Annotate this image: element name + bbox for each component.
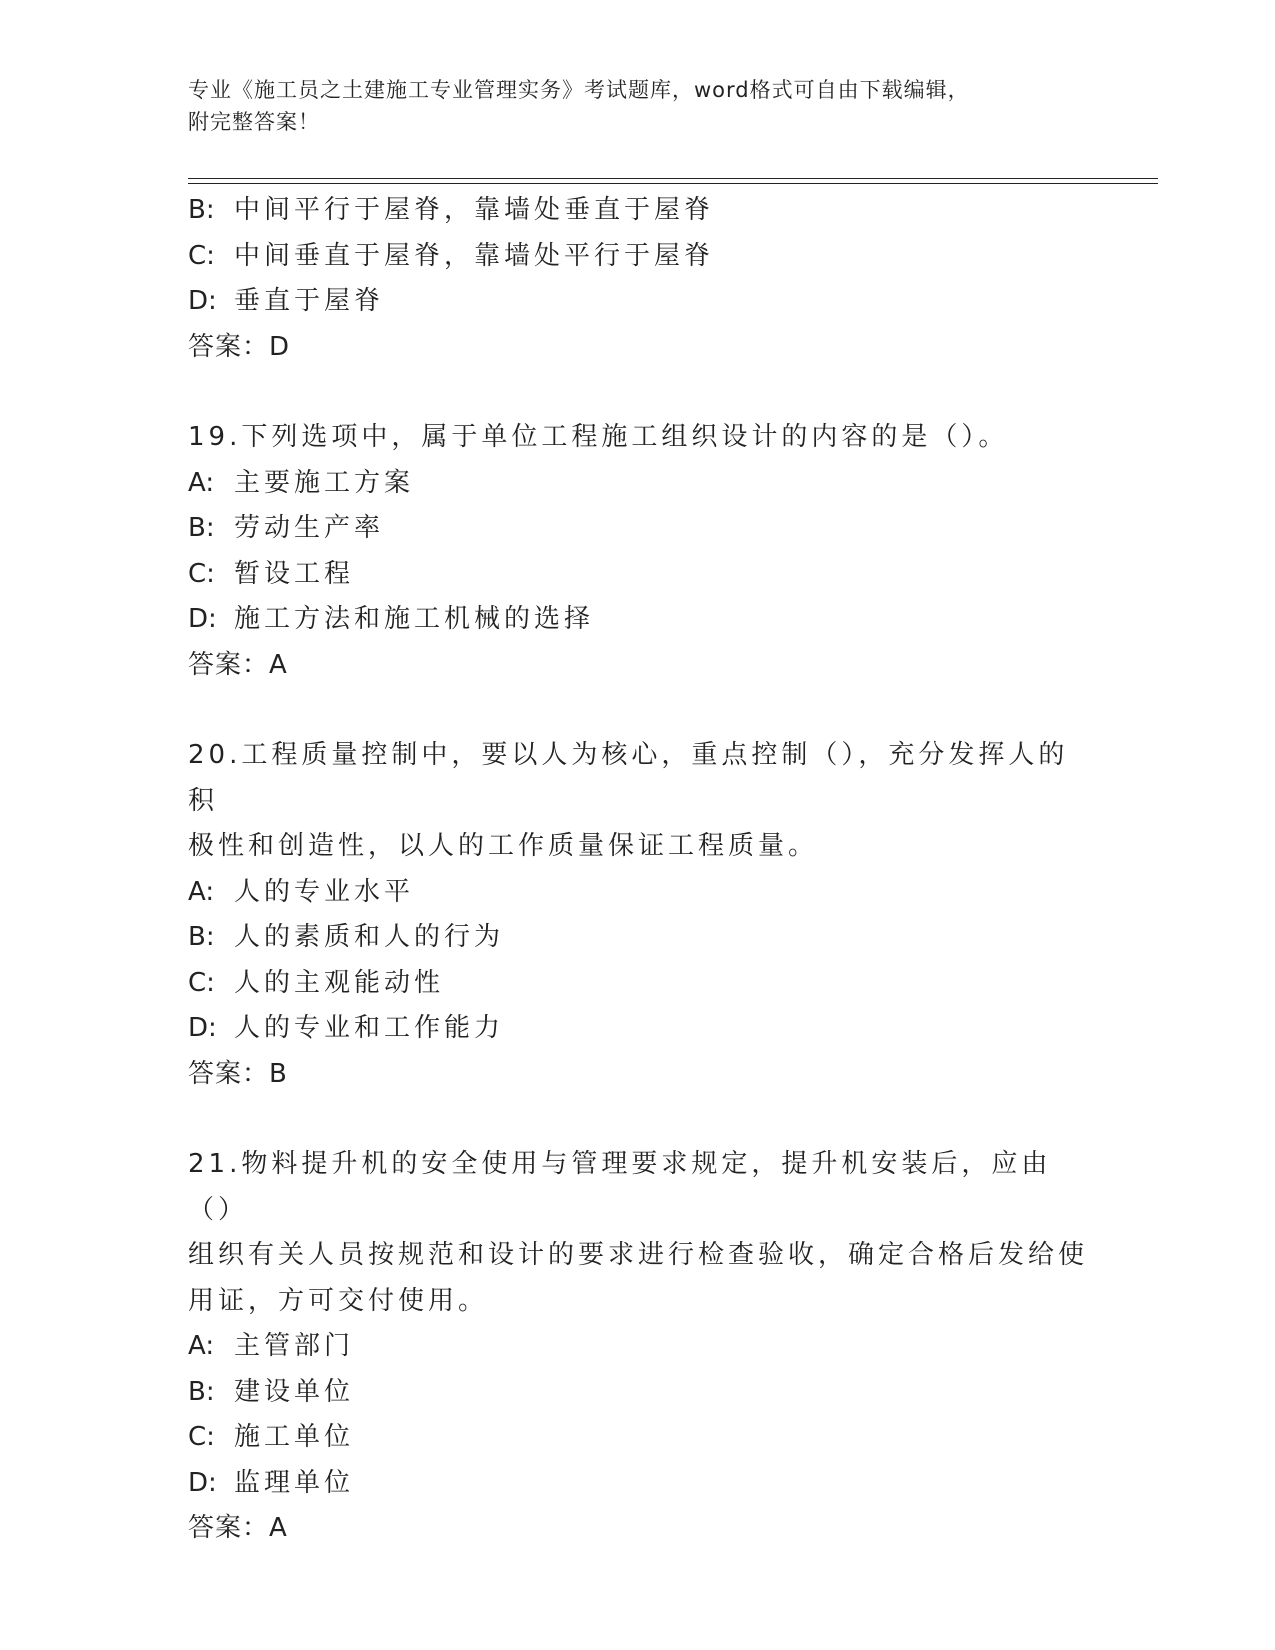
question-18-continued (188, 188, 1088, 370)
option-text: 建设单位 (234, 1376, 355, 1407)
option-text: 中间垂直于屋脊，靠墙处平行于屋脊 (234, 240, 715, 271)
option-text: 主管部门 (234, 1331, 355, 1361)
question-stem-line-1: 20.工程质量控制中，要以人为核心，重点控制（），充分发挥人的积 (188, 740, 1069, 816)
option-b (188, 915, 1088, 961)
option-a (188, 870, 1088, 916)
option-text: 人的专业水平 (234, 876, 415, 907)
option-prefix: C: (188, 967, 215, 998)
option-text: 监理单位 (234, 1467, 355, 1498)
option-prefix: B: (188, 1376, 215, 1407)
option-b (188, 506, 1088, 552)
option-text: 人的专业和工作能力 (234, 1013, 505, 1043)
answer-line: 答案：D (188, 331, 291, 362)
answer-line: 答案：A (188, 1513, 288, 1543)
option-text: 劳动生产率 (234, 513, 385, 543)
question-stem-line-2: 组织有关人员按规范和设计的要求进行检查验收，确定合格后发给使 (188, 1240, 1089, 1270)
question-20 (188, 733, 1088, 1097)
spacer (188, 688, 1088, 733)
option-text: 垂直于屋脊 (234, 286, 385, 316)
option-prefix: D: (188, 1013, 217, 1043)
option-b (188, 1370, 1088, 1416)
header-divider-top (188, 178, 1158, 179)
option-text: 人的素质和人的行为 (234, 922, 505, 952)
option-text: 施工单位 (234, 1422, 355, 1452)
option-c (188, 961, 1088, 1007)
header-line-2: 附完整答案！ (188, 110, 320, 134)
option-prefix: B: (188, 922, 215, 952)
option-prefix: D: (188, 1467, 217, 1498)
option-prefix: A: (188, 1331, 215, 1361)
option-text: 中间平行于屋脊，靠墙处垂直于屋脊 (234, 195, 715, 225)
option-prefix: C: (188, 240, 215, 271)
option-prefix: A: (188, 876, 215, 907)
answer-line: 答案：A (188, 649, 288, 680)
question-list (188, 188, 1088, 1552)
answer-line: 答案：B (188, 1058, 288, 1089)
option-prefix: B: (188, 195, 215, 225)
question-stem-line-2: 极性和创造性，以人的工作质量保证工程质量。 (188, 831, 819, 861)
question-19 (188, 415, 1088, 688)
spacer (188, 1097, 1088, 1142)
header-line-1: 专业《施工员之土建施工专业管理实务》考试题库，word格式可自由下载编辑， (188, 78, 970, 102)
option-text: 施工方法和施工机械的选择 (234, 604, 595, 634)
question-stem-line-3: 用证，方可交付使用。 (188, 1285, 489, 1316)
option-prefix: D: (188, 286, 217, 316)
option-prefix: A: (188, 467, 215, 498)
option-prefix: D: (188, 604, 217, 634)
option-text: 人的主观能动性 (234, 967, 445, 998)
document-header (188, 74, 1088, 138)
option-b (188, 188, 1088, 234)
option-c (188, 1415, 1088, 1461)
option-d (188, 597, 1088, 643)
option-a (188, 1324, 1088, 1370)
option-d (188, 1461, 1088, 1507)
option-a (188, 461, 1088, 507)
option-c (188, 552, 1088, 598)
option-prefix: B: (188, 513, 215, 543)
header-divider-bottom (188, 183, 1158, 184)
option-prefix: C: (188, 558, 215, 589)
option-d (188, 1006, 1088, 1052)
question-stem-line-1: 21.物料提升机的安全使用与管理要求规定，提升机安装后，应由（） (188, 1149, 1052, 1225)
option-text: 主要施工方案 (234, 467, 415, 498)
option-c (188, 234, 1088, 280)
option-text: 暂设工程 (234, 558, 355, 589)
question-stem: 19.下列选项中，属于单位工程施工组织设计的内容的是（）。 (188, 422, 1009, 452)
spacer (188, 370, 1088, 415)
option-d (188, 279, 1088, 325)
question-21 (188, 1142, 1088, 1552)
option-prefix: C: (188, 1422, 215, 1452)
